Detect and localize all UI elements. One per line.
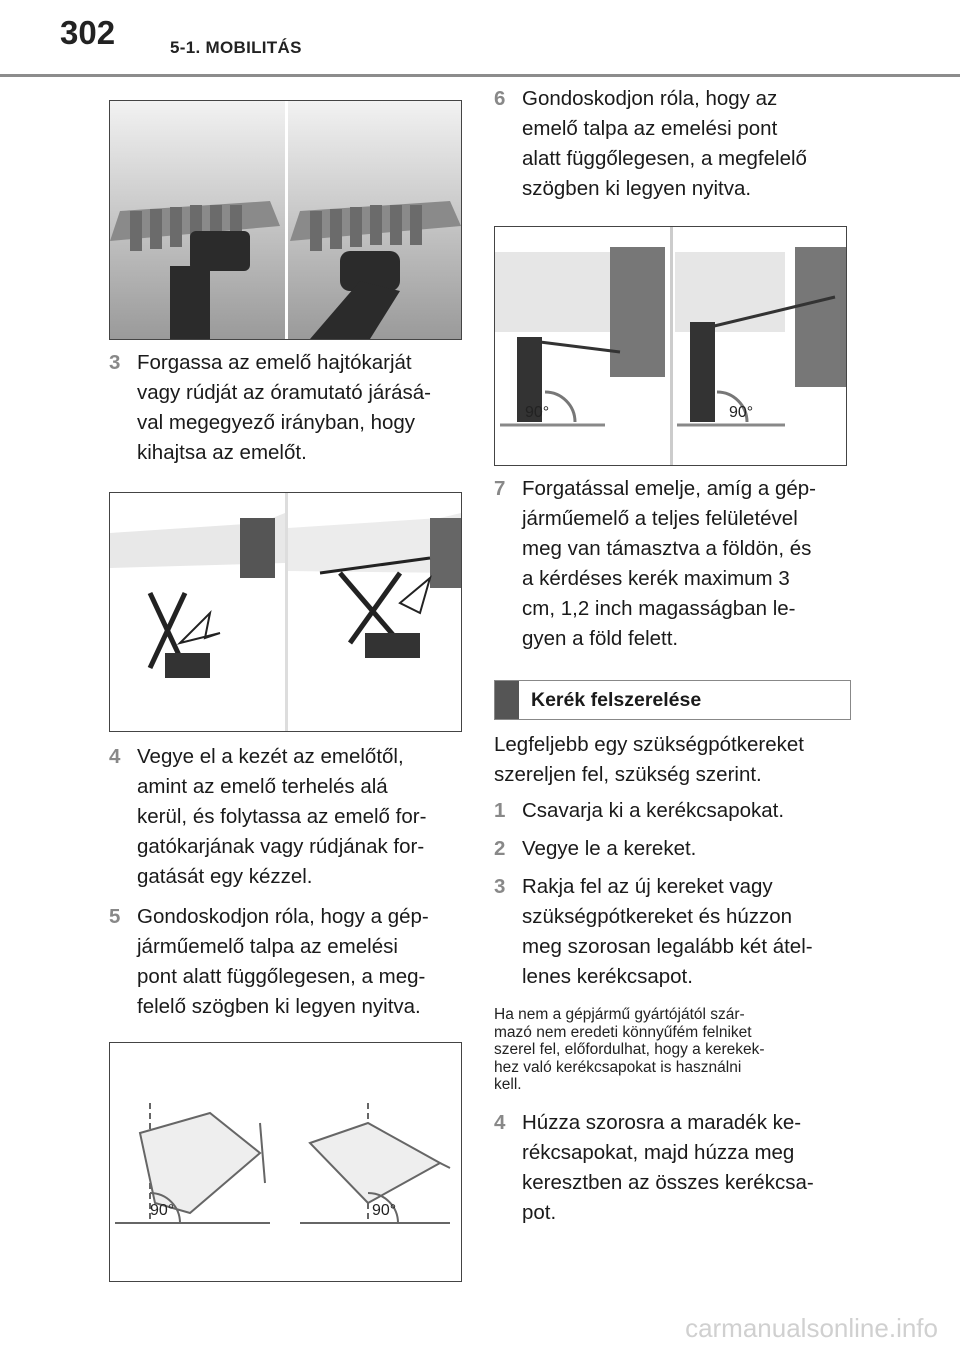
- step-text: Csavarja ki a kerékcsapokat.: [522, 799, 785, 822]
- step-number: 4: [109, 745, 121, 768]
- step-text: Gondoskodjon róla, hogy az emelő talpa az emelési pont alatt függőlegesen, a megfelelő szögben ki legyen nyitva.: [522, 87, 807, 200]
- angle-label-right: 90°: [372, 1202, 397, 1219]
- section-heading: [494, 680, 851, 720]
- page-header: [0, 0, 960, 78]
- step-number: 6: [494, 87, 506, 110]
- step-6: [494, 84, 864, 204]
- step-5: [109, 902, 468, 1022]
- section-heading-bar: [495, 681, 519, 719]
- right-column: [494, 84, 864, 1228]
- step-7: [494, 474, 864, 654]
- step-text: Vegye el a kezét az emelőtől, amint az emelő terhelés alá kerül, és folytassa az emelő for- gatókarjának vagy rúdjának for- gatását egy kézzel.: [137, 745, 427, 888]
- step-number: 7: [494, 477, 506, 500]
- angle-label-right: 90°: [729, 404, 754, 421]
- figure-jack-pad-alignment: [109, 100, 462, 340]
- step-4: [109, 742, 468, 892]
- mount-step-1: [494, 796, 864, 826]
- step-text: Húzza szorosra a maradék ke- rékcsapokat, majd húzza meg keresztben az összes kerékcsa- pot.: [522, 1110, 814, 1224]
- figure-jack-90-degrees: [109, 1042, 462, 1282]
- mount-step-2: [494, 834, 864, 864]
- left-column: [98, 100, 468, 1282]
- step-text: Forgatással emelje, amíg a gép- járműemelő a teljes felületével meg van támasztva a földön, és a kérdéses kerék maximum 3 cm, 1,2 inch magasságban le- gyen a föld felett.: [522, 477, 816, 650]
- mount-step-3: [494, 872, 864, 992]
- step-text: Vegye le a kereket.: [522, 837, 697, 860]
- note-text: Ha nem a gépjármű gyártójától szár- mazó nem eredeti könnyűfém felniket szerel fel, előfordulhat, hogy a kerekek- hez való kerékcsapokat is használni kell.: [494, 1006, 765, 1093]
- figure-jack-extend: [109, 492, 462, 732]
- angle-label-left: 90°: [150, 1202, 175, 1219]
- step-number: 3: [109, 351, 121, 374]
- page-number: 302: [60, 14, 116, 51]
- figure-jack-vertical: [494, 226, 847, 466]
- header-divider: [0, 74, 960, 77]
- step-3: [109, 348, 468, 468]
- chapter-title: 5-1. MOBILITÁS: [170, 38, 302, 57]
- step-number: 3: [494, 875, 506, 898]
- angle-label-left: 90°: [525, 404, 550, 421]
- step-number: 1: [494, 799, 506, 822]
- step-number: 2: [494, 837, 506, 860]
- step-number: 4: [494, 1110, 506, 1134]
- watermark: carmanualsonline.info: [685, 1313, 938, 1343]
- mount-step-4: [494, 1108, 864, 1228]
- step-number: 5: [109, 905, 121, 928]
- intro-paragraph: Legfeljebb egy szükségpótkereket szereljen fel, szükség szerint.: [494, 733, 804, 786]
- step-text: Forgassa az emelő hajtókarját vagy rúdját az óramutató járásá- val megegyező irányban, hogy kihajtsa az emelőt.: [137, 351, 431, 464]
- section-heading-title: Kerék felszerelése: [531, 688, 702, 711]
- step-text: Gondoskodjon róla, hogy a gép- járműemelő talpa az emelési pont alatt függőlegesen, a meg- felelő szögben ki legyen nyitva.: [137, 905, 429, 1018]
- step-text: Rakja fel az új kereket vagy szükségpótkereket és húzzon meg szorosan legalább két átel- lenes kerékcsapot.: [522, 875, 813, 988]
